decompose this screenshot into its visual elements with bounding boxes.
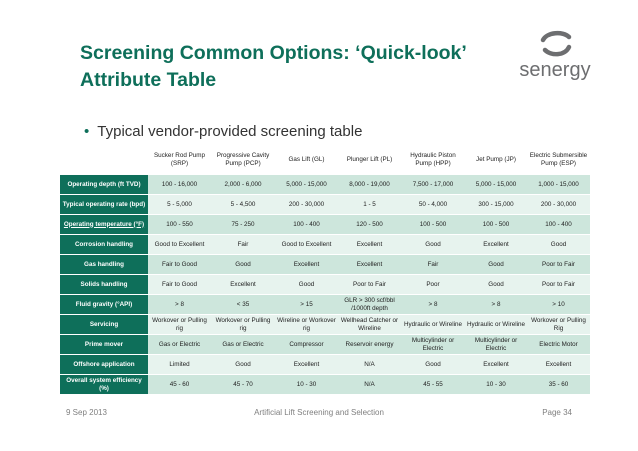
table-row (60, 255, 590, 275)
table-cell: 2,000 - 6,000 (211, 175, 275, 195)
row-header: Overall system efficiency (%) (60, 375, 148, 395)
table-row (60, 195, 590, 215)
table-cell: 100 - 400 (275, 215, 338, 235)
table-cell: Good (211, 255, 275, 275)
table-cell: Excellent (275, 255, 338, 275)
table-cell: 200 - 30,000 (527, 195, 590, 215)
table-row (60, 275, 590, 295)
table-cell: Fair to Good (148, 255, 211, 275)
table-cell: Fair (211, 235, 275, 255)
row-header: Corrosion handling (60, 235, 148, 255)
table-cell: Good (401, 355, 465, 375)
table-row (60, 295, 590, 315)
table-cell: Good (211, 355, 275, 375)
column-header: Hydraulic Piston Pump (HPP) (401, 144, 465, 175)
table-cell: 50 - 4,000 (401, 195, 465, 215)
row-header: Gas handling (60, 255, 148, 275)
table-cell: Workover or Pulling Rig (527, 315, 590, 335)
table-cell: Excellent (211, 275, 275, 295)
table-cell: 45 - 55 (401, 375, 465, 395)
table-cell: 5 - 5,000 (148, 195, 211, 215)
table-cell: Multicylinder or Electric (465, 335, 527, 355)
screening-table (60, 144, 590, 395)
table-cell: 1 - 5 (338, 195, 401, 215)
table-cell: Hydraulic or Wireline (465, 315, 527, 335)
table-cell: Multicylinder or Electric (401, 335, 465, 355)
table-cell: 45 - 70 (211, 375, 275, 395)
column-header: Electric Submersible Pump (ESP) (527, 144, 590, 175)
table-cell: 1,000 - 15,000 (527, 175, 590, 195)
table-row (60, 375, 590, 395)
logo-wordmark: senergy (519, 59, 591, 81)
table-body (60, 175, 590, 395)
table-cell: 120 - 500 (338, 215, 401, 235)
table-cell: Excellent (527, 355, 590, 375)
table-row (60, 215, 590, 235)
table-cell: 35 - 60 (527, 375, 590, 395)
table-cell: 100 - 500 (465, 215, 527, 235)
table-cell: Excellent (465, 355, 527, 375)
table-cell: > 15 (275, 295, 338, 315)
table-header-row (60, 144, 590, 175)
table-cell: Wellhead Catcher or Wireline (338, 315, 401, 335)
table-cell: N/A (338, 375, 401, 395)
table-cell: < 35 (211, 295, 275, 315)
table-cell: Good to Excellent (275, 235, 338, 255)
table-cell: 10 - 30 (465, 375, 527, 395)
bullet-text: Typical vendor-provided screening table (97, 123, 363, 140)
table-cell: Excellent (338, 255, 401, 275)
table-cell: 100 - 16,000 (148, 175, 211, 195)
table-cell: Hydraulic or Wireline (401, 315, 465, 335)
column-header: Progressive Cavity Pump (PCP) (211, 144, 275, 175)
table-cell: > 10 (527, 295, 590, 315)
row-header: Servicing (60, 315, 148, 335)
table-cell: 5,000 - 15,000 (465, 175, 527, 195)
table-cell: Fair to Good (148, 275, 211, 295)
row-header: Solids handling (60, 275, 148, 295)
table-cell: Excellent (338, 235, 401, 255)
table-cell: Poor to Fair (338, 275, 401, 295)
column-header: Jet Pump (JP) (465, 144, 527, 175)
table-cell: GLR > 300 scf/bbl /1000ft depth (338, 295, 401, 315)
table-cell: Fair (401, 255, 465, 275)
table-cell: Limited (148, 355, 211, 375)
row-header: Prime mover (60, 335, 148, 355)
table-cell: Good to Excellent (148, 235, 211, 255)
table-cell: Workover or Pulling rig (211, 315, 275, 335)
table-cell: Good (465, 275, 527, 295)
table-cell: > 8 (401, 295, 465, 315)
table-cell: 200 - 30,000 (275, 195, 338, 215)
table-cell: Good (275, 275, 338, 295)
table-row (60, 235, 590, 255)
table-cell: Good (465, 255, 527, 275)
table-cell: 7,500 - 17,000 (401, 175, 465, 195)
table-cell: 5,000 - 15,000 (275, 175, 338, 195)
table-cell: > 8 (465, 295, 527, 315)
table-cell: 45 - 60 (148, 375, 211, 395)
table-cell: Excellent (465, 235, 527, 255)
table-row (60, 315, 590, 335)
table-cell: Gas or Electric (148, 335, 211, 355)
table-cell: 5 - 4,500 (211, 195, 275, 215)
footer-page-number: Page 34 (542, 408, 572, 417)
table-cell: Wireline or Workover rig (275, 315, 338, 335)
bullet-dot-icon: • (84, 123, 90, 140)
table-row (60, 175, 590, 195)
senergy-logo (505, 28, 605, 86)
column-header: Plunger Lift (PL) (338, 144, 401, 175)
header-corner (60, 144, 148, 175)
table-cell: Compressor (275, 335, 338, 355)
table-cell: Good (527, 235, 590, 255)
table-cell: Poor to Fair (527, 255, 590, 275)
table-cell: 100 - 500 (401, 215, 465, 235)
table-cell: 10 - 30 (275, 375, 338, 395)
footer-title: Artificial Lift Screening and Selection (254, 408, 384, 417)
row-header: Fluid gravity (°API) (60, 295, 148, 315)
row-header: Operating depth (ft TVD) (60, 175, 148, 195)
footer-date: 9 Sep 2013 (66, 408, 107, 417)
table-cell: N/A (338, 355, 401, 375)
column-header: Gas Lift (GL) (275, 144, 338, 175)
row-header: Typical operating rate (bpd) (60, 195, 148, 215)
column-header: Sucker Rod Pump (SRP) (148, 144, 211, 175)
row-header: Operating temperature (°F) (60, 215, 148, 235)
table-cell: Good (401, 235, 465, 255)
table-cell: 100 - 400 (527, 215, 590, 235)
table-cell: Workover or Pulling rig (148, 315, 211, 335)
table-row (60, 335, 590, 355)
table-row (60, 355, 590, 375)
table-cell: Gas or Electric (211, 335, 275, 355)
table-cell: Reservoir energy (338, 335, 401, 355)
table-cell: 75 - 250 (211, 215, 275, 235)
table-cell: Poor (401, 275, 465, 295)
table-cell: 8,000 - 19,000 (338, 175, 401, 195)
table-cell: > 8 (148, 295, 211, 315)
table-cell: Poor to Fair (527, 275, 590, 295)
table-cell: Excellent (275, 355, 338, 375)
table-cell: Electric Motor (527, 335, 590, 355)
table-cell: 100 - 550 (148, 215, 211, 235)
bullet-item (84, 123, 362, 140)
row-header: Offshore application (60, 355, 148, 375)
table-cell: 300 - 15,000 (465, 195, 527, 215)
slide-title: Screening Common Options: ‘Quick-look’ Attribute Table (80, 42, 466, 91)
logo-swirl-icon (505, 28, 605, 62)
